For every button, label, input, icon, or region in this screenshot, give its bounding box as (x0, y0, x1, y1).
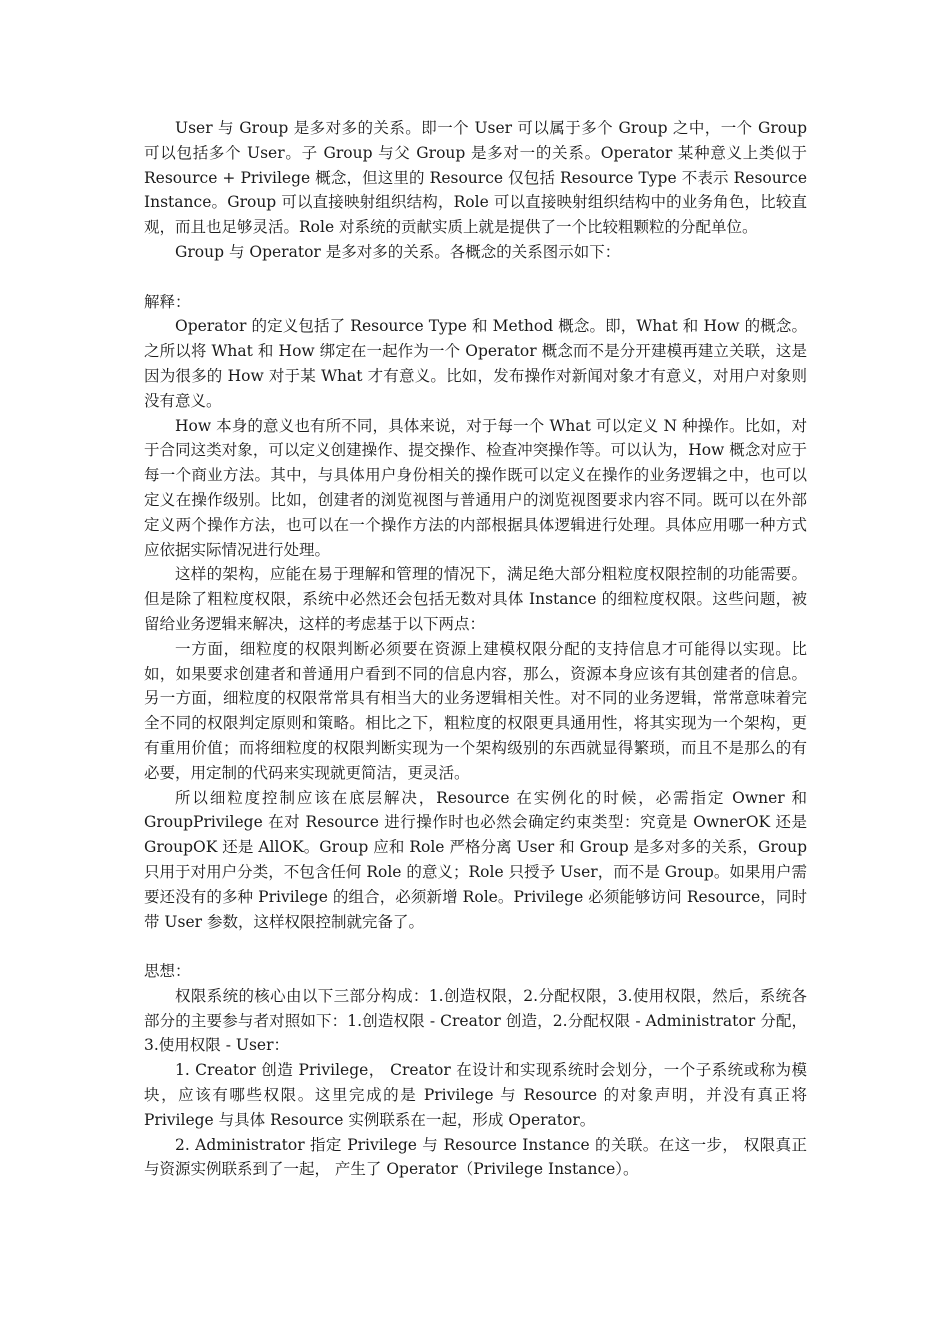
paragraph-group-operator: Group 与 Operator 是多对多的关系。各概念的关系图示如下： (175, 242, 621, 261)
heading-thought: 思想： (144, 962, 191, 981)
blank-line (144, 934, 807, 959)
document-body (144, 116, 807, 1182)
paragraph-architecture: 这样的架构，应能在易于理解和管理的情况下，满足绝大部分粗粒度权限控制的功能需要。但是除了粗粒度权限，系统中必然还会包括无数对具体 Instance 的细粒度权限。这些问题，被留给业务逻辑来解决，这样的考虑基于以下两点： (144, 565, 807, 633)
blank-line (144, 265, 807, 290)
paragraph-user-group: User 与 Group 是多对多的关系。即一个 User 可以属于多个 Group 之中，一个 Group 可以包括多个 User。子 Group 与父 Group 是多对一的关系。Operator 某种意义上类似于 Resource + Privilege 概念，但这里的 Resource 仅包括 Resource Type 不表示 Resource Instance。Group 可以直接映射组织结构，Role 可以直接映射组织结构中的业务角色，比较直观，而且也足够灵活。Role 对系统的贡献实质上就是提供了一个比较粗颗粒的分配单位。 (144, 119, 807, 237)
paragraph-how-meaning: How 本身的意义也有所不同，具体来说，对于每一个 What 可以定义 N 种操作。比如，对于合同这类对象，可以定义创建操作、提交操作、检查冲突操作等。可以认为，How 概念对应于每一个商业方法。其中，与具体用户身份相关的操作既可以定义在操作的业务逻辑之中，也可以定义在操作级别。比如，创建者的浏览视图与普通用户的浏览视图要求内容不同。既可以在外部定义两个操作方法，也可以在一个操作方法的内部根据具体逻辑进行处理。具体应用哪一种方式应依据实际情况进行处理。 (144, 416, 807, 559)
paragraph-fine-grained: 一方面，细粒度的权限判断必须要在资源上建模权限分配的支持信息才可能得以实现。比如，如果要求创建者和普通用户看到不同的信息内容，那么，资源本身应该有其创建者的信息。另一方面，细粒度的权限常常具有相当大的业务逻辑相关性。对不同的业务逻辑，常常意味着完全不同的权限判定原则和策略。相比之下，粗粒度的权限更具通用性，将其实现为一个架构，更有重用价值；而将细粒度的权限判断实现为一个架构级别的东西就显得繁琐，而且不是那么的有必要，用定制的代码来实现就更简洁，更灵活。 (144, 639, 807, 782)
paragraph-administrator: 2. Administrator 指定 Privilege 与 Resource Instance 的关联。在这一步， 权限真正与资源实例联系到了一起， 产生了 Operator（Privilege Instance）。 (144, 1135, 807, 1179)
paragraph-core-parts: 权限系统的核心由以下三部分构成：1.创造权限，2.分配权限，3.使用权限，然后，系统各部分的主要参与者对照如下：1.创造权限 - Creator 创造，2.分配权限 - Administrator 分配，3.使用权限 - User： (144, 986, 807, 1055)
paragraph-operator-definition: Operator 的定义包括了 Resource Type 和 Method 概念。即，What 和 How 的概念。之所以将 What 和 How 绑定在一起作为一个 Operator 概念而不是分开建模再建立关联，这是因为很多的 How 对于某 What 才有意义。比如，发布操作对新闻对象才有意义，对用户对象则没有意义。 (144, 317, 807, 410)
paragraph-creator: 1. Creator 创造 Privilege， Creator 在设计和实现系统时会划分，一个子系统或称为模块，应该有哪些权限。这里完成的是 Privilege 与 Resource 的对象声明，并没有真正将 Privilege 与具体 Resource 实例联系在一起，形成 Operator。 (144, 1061, 807, 1129)
heading-explanation: 解释： (144, 292, 191, 311)
paragraph-resource-owner: 所以细粒度控制应该在底层解决，Resource 在实例化的时候，必需指定 Owner 和 GroupPrivilege 在对 Resource 进行操作时也必然会确定约束类型：究竟是 OwnerOK 还是 GroupOK 还是 AllOK。Group 应和 Role 严格分离 User 和 Group 是多对多的关系，Group 只用于对用户分类，不包含任何 Role 的意义；Role 只授予 User，而不是 Group。如果用户需要还没有的多种 Privilege 的组合，必须新增 Role。Privilege 必须能够访问 Resource，同时带 User 参数，这样权限控制就完备了。 (144, 788, 807, 931)
